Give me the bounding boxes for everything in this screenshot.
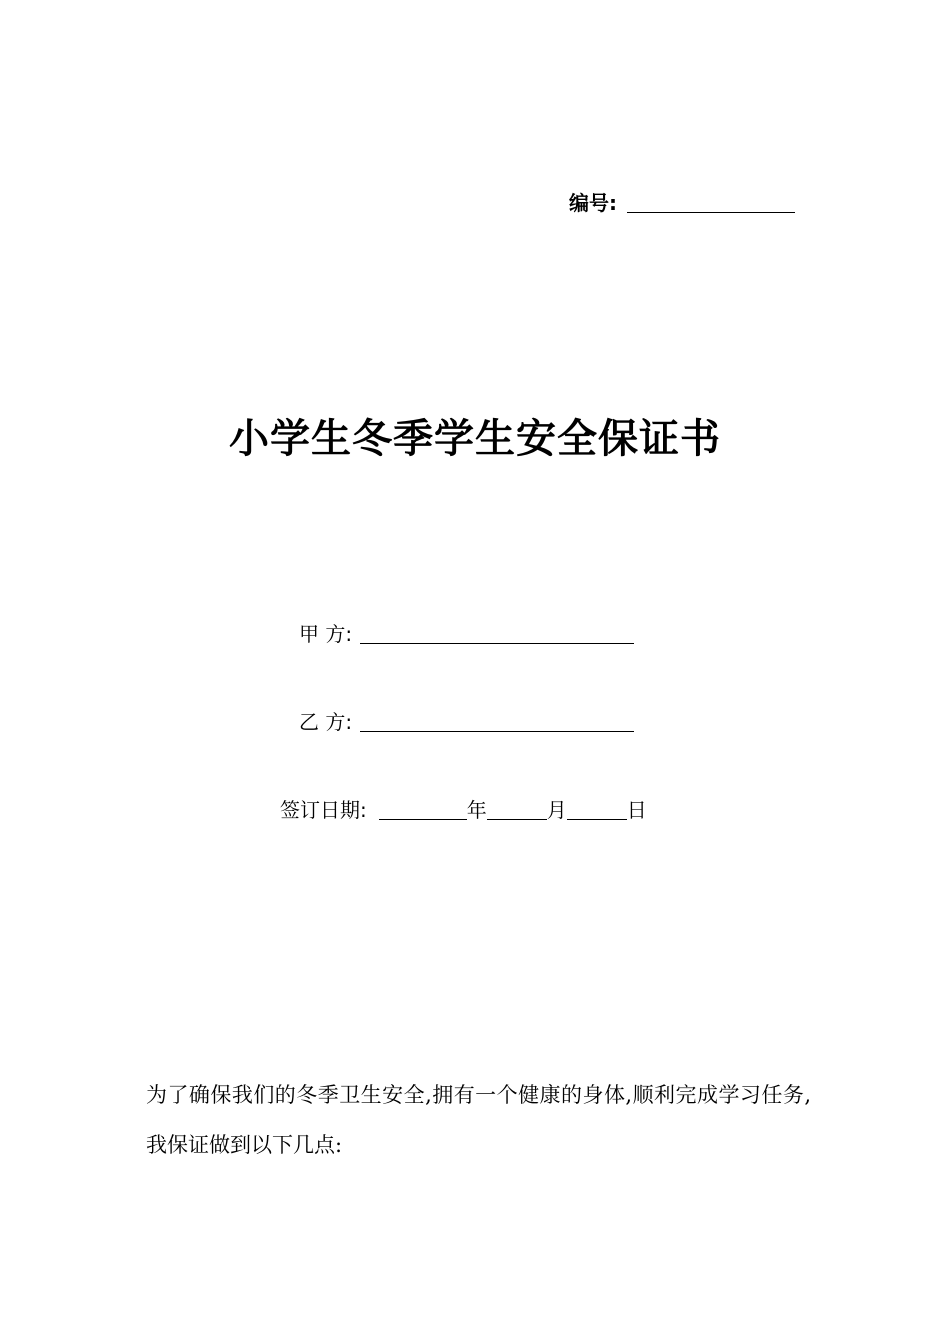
day-blank xyxy=(567,799,627,820)
year-blank xyxy=(379,799,467,820)
party-a-label: 甲 方: xyxy=(299,622,353,646)
party-b-row xyxy=(299,708,634,736)
body-paragraph: 为了确保我们的冬季卫生安全,拥有一个健康的身体,顺利完成学习任务,我保证做到以下几点: xyxy=(146,1083,811,1157)
year-unit: 年 xyxy=(466,798,487,822)
serial-number-blank xyxy=(627,192,795,213)
signing-date-label: 签订日期: xyxy=(280,798,367,822)
party-b-blank xyxy=(360,711,634,732)
month-blank xyxy=(487,799,547,820)
document-title: 小学生冬季学生安全保证书 xyxy=(229,416,721,462)
day-unit: 日 xyxy=(626,798,647,822)
party-a-row xyxy=(299,620,634,648)
serial-number-row xyxy=(569,189,795,217)
party-b-label: 乙 方: xyxy=(299,710,353,734)
signing-date-row xyxy=(280,796,647,824)
month-unit: 月 xyxy=(546,798,567,822)
serial-number-label: 编号: xyxy=(569,191,617,215)
party-a-blank xyxy=(360,623,634,644)
